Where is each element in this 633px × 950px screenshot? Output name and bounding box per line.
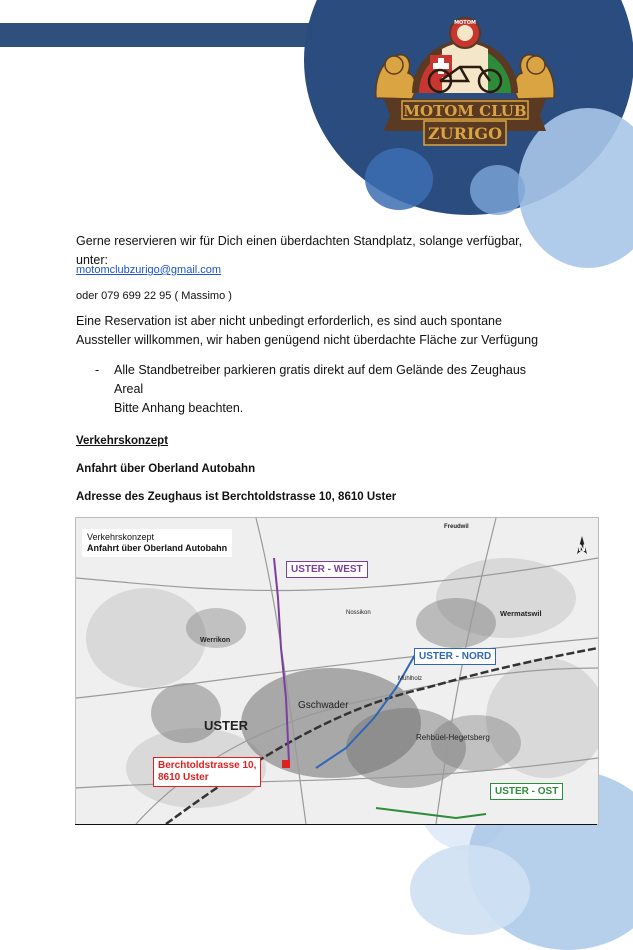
- logo-subtitle: ZURIGO: [427, 124, 503, 143]
- map-title-line-2: Anfahrt über Oberland Autobahn: [87, 543, 228, 553]
- address-line-1: Berchtoldstrasse 10,: [158, 760, 257, 771]
- place-muhlholz: Mühlholz: [398, 676, 423, 682]
- motom-club-logo: [372, 3, 558, 155]
- phone-text: oder 079 699 22 95 ( Massimo ): [76, 290, 232, 302]
- north-label: N: [578, 544, 586, 554]
- logo-title: MOTOM CLUB: [403, 102, 527, 120]
- place-werrikon: Werrikon: [200, 637, 231, 644]
- label-uster-west: USTER - WEST: [286, 561, 368, 578]
- label-uster-nord: USTER - NORD: [414, 648, 496, 665]
- decor-circle-mid: [365, 148, 433, 210]
- motom-badge-icon: [450, 18, 480, 48]
- map-title-box: [82, 529, 232, 557]
- lion-left-icon: [376, 55, 416, 99]
- intro-text: Gerne reservieren wir für Dich einen überdachten Standplatz, solange verfügbar, unter:: [76, 234, 523, 267]
- heading-anfahrt: Anfahrt über Oberland Autobahn: [76, 463, 256, 475]
- label-uster-ost: USTER - OST: [490, 783, 563, 800]
- heading-verkehrskonzept: Verkehrskonzept: [76, 435, 169, 447]
- bullet-item: [114, 361, 544, 418]
- decor-circle-bottom-mid: [410, 845, 530, 935]
- place-rehbuel: Rehbüel-Hegetsberg: [416, 733, 490, 742]
- address-line-2: 8610 Uster: [158, 772, 209, 783]
- bullet-dash: -: [95, 363, 100, 377]
- place-nossikon: Nossikon: [346, 610, 371, 616]
- email-line: [76, 260, 221, 280]
- decor-circle-small: [470, 165, 525, 215]
- place-uster: USTER: [204, 718, 249, 733]
- place-gschwader: Gschwader: [298, 700, 349, 711]
- lion-right-icon: [515, 55, 555, 99]
- heading-adresse: Adresse des Zeughaus ist Berchtoldstrasse 10, 8610 Uster: [76, 491, 397, 503]
- email-link[interactable]: motomclubzurigo@gmail.com: [76, 264, 222, 276]
- place-freudwil: Freudwil: [444, 524, 469, 530]
- bullet-line-2: Bitte Anhang beachten.: [114, 401, 244, 415]
- traffic-map: [75, 517, 599, 825]
- bullet-line-1: Alle Standbetreiber parkieren gratis direkt auf dem Gelände des Zeughaus Areal: [114, 363, 527, 396]
- address-marker-icon: [282, 760, 290, 768]
- map-bottom-rule: [75, 824, 597, 825]
- badge-text: MOTOM: [454, 20, 476, 26]
- map-title-line-1: Verkehrskonzept: [87, 532, 155, 542]
- reservation-text: Eine Reservation ist aber nicht unbedingt erforderlich, es sind auch spontane Aussteller willkommen, wir haben genügend nicht überdachte Fläche zur Verfügung: [76, 314, 539, 347]
- header-band: [0, 23, 340, 47]
- place-wermatswil: Wermatswil: [500, 609, 542, 618]
- address-label: [153, 757, 261, 787]
